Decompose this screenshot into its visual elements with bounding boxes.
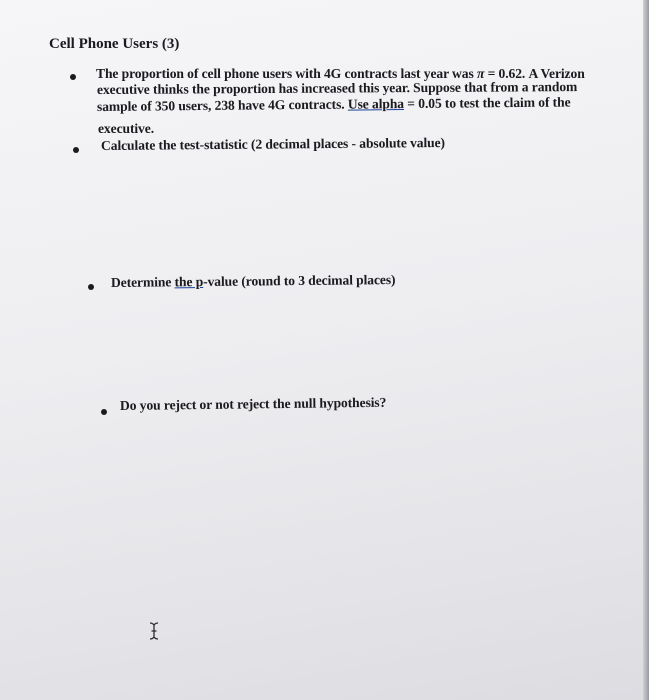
question3-text — [111, 272, 396, 291]
question1-line1-equation: = 0.62. A Verizon — [484, 66, 585, 81]
bullet-icon — [73, 147, 79, 153]
question3-post: -value (round to 3 decimal places) — [203, 272, 396, 290]
question1-line3-text: sample of 350 users, 238 have 4G contracts. — [96, 96, 348, 114]
question1-line1-text: The proportion of cell phone users with 4G contracts last year was — [96, 66, 477, 81]
bullet-icon — [70, 74, 76, 80]
question1-line3-post: = 0.05 to test the claim of the — [403, 94, 571, 112]
question4-text: Do you reject or not reject the null hypothesis? — [119, 394, 387, 413]
bullet-icon — [101, 409, 107, 415]
the-p-link[interactable]: the p — [174, 274, 204, 290]
text-cursor-icon — [148, 622, 160, 640]
question3-pre: Determine — [110, 274, 175, 290]
page-title: Cell Phone Users (3) — [49, 36, 180, 52]
question1-line4: executive. — [98, 121, 154, 136]
pi-symbol: π — [476, 66, 485, 81]
use-alpha-link[interactable]: Use alpha — [347, 96, 405, 112]
question1-line2: executive thinks the proportion has increased this year. Suppose that from a random — [96, 79, 578, 97]
bullet-icon — [88, 284, 94, 290]
question2-text: Calculate the test-statistic (2 decimal places - absolute value) — [100, 134, 446, 153]
question1-line3 — [97, 94, 571, 115]
screen-bezel — [643, 0, 649, 700]
